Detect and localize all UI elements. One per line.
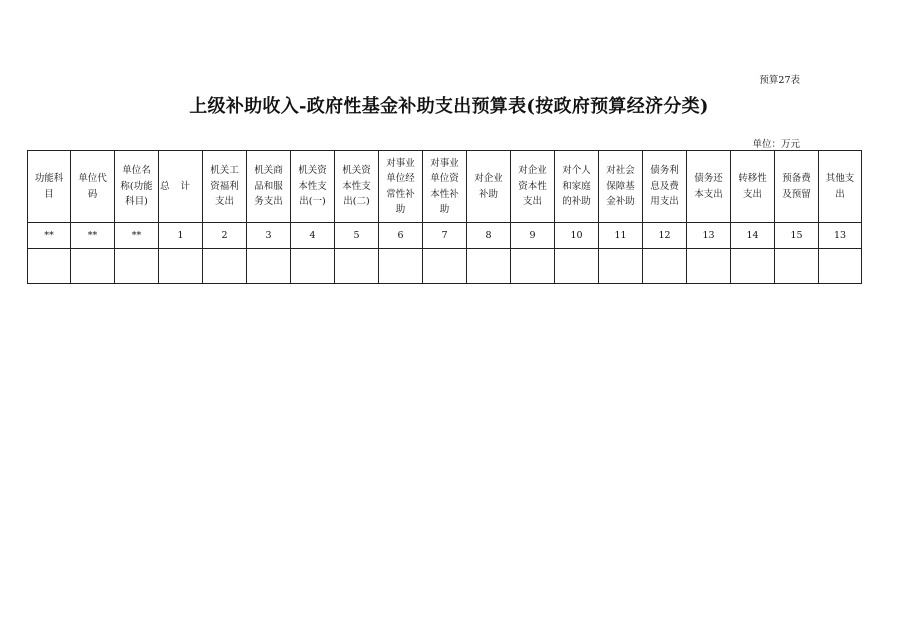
data-cell xyxy=(71,249,115,284)
header-cell-wages-welfare: 机关工资福利支出 xyxy=(203,151,247,223)
data-cell xyxy=(775,249,819,284)
code-row xyxy=(28,223,862,249)
header-cell-other: 其他支出 xyxy=(819,151,862,223)
header-row xyxy=(28,151,862,223)
header-cell-total: 总计 xyxy=(159,151,203,223)
header-cell-social-security: 对社会保障基金补助 xyxy=(599,151,643,223)
code-cell: 10 xyxy=(555,223,599,249)
data-cell xyxy=(467,249,511,284)
form-code: 预算27表 xyxy=(759,75,800,86)
data-cell xyxy=(643,249,687,284)
code-cell: 7 xyxy=(423,223,467,249)
header-cell-goods-services: 机关商品和服务支出 xyxy=(247,151,291,223)
header-cell-transfer: 转移性支出 xyxy=(731,151,775,223)
code-cell: 9 xyxy=(511,223,555,249)
code-cell: ** xyxy=(71,223,115,249)
data-row xyxy=(28,249,862,284)
code-cell: 14 xyxy=(731,223,775,249)
code-cell: 15 xyxy=(775,223,819,249)
header-cell-capital-1: 机关资本性支出(一) xyxy=(291,151,335,223)
header-cell-enterprise-capital: 对企业资本性支出 xyxy=(511,151,555,223)
header-cell-debt-interest: 债务利息及费用支出 xyxy=(643,151,687,223)
data-cell xyxy=(159,249,203,284)
unit-label: 单位：万元 xyxy=(752,139,800,150)
data-cell xyxy=(423,249,467,284)
header-cell-debt-principal: 债务还本支出 xyxy=(687,151,731,223)
data-cell xyxy=(28,249,71,284)
data-cell xyxy=(731,249,775,284)
data-cell xyxy=(203,249,247,284)
header-cell-institution-recurrent: 对事业单位经常性补助 xyxy=(379,151,423,223)
header-cell-function-subject: 功能科目 xyxy=(28,151,71,223)
data-cell xyxy=(511,249,555,284)
header-cell-individual-household: 对个人和家庭的补助 xyxy=(555,151,599,223)
data-cell xyxy=(687,249,731,284)
code-cell: ** xyxy=(28,223,71,249)
code-cell: ** xyxy=(115,223,159,249)
header-cell-enterprise-subsidy: 对企业补助 xyxy=(467,151,511,223)
data-cell xyxy=(379,249,423,284)
data-cell xyxy=(115,249,159,284)
data-cell xyxy=(291,249,335,284)
code-cell: 6 xyxy=(379,223,423,249)
code-cell: 2 xyxy=(203,223,247,249)
page-title: 上级补助收入-政府性基金补助支出预算表(按政府预算经济分类) xyxy=(189,96,709,117)
code-cell: 1 xyxy=(159,223,203,249)
header-cell-unit-name: 单位名称(功能科目) xyxy=(115,151,159,223)
code-cell: 5 xyxy=(335,223,379,249)
data-cell xyxy=(819,249,862,284)
code-cell: 11 xyxy=(599,223,643,249)
header-cell-institution-capital: 对事业单位资本性补助 xyxy=(423,151,467,223)
data-cell xyxy=(555,249,599,284)
data-cell xyxy=(599,249,643,284)
header-cell-reserve: 预备费及预留 xyxy=(775,151,819,223)
code-cell: 4 xyxy=(291,223,335,249)
code-cell: 13 xyxy=(819,223,862,249)
header-cell-capital-2: 机关资本性支出(二) xyxy=(335,151,379,223)
code-cell: 12 xyxy=(643,223,687,249)
budget-table xyxy=(27,150,862,284)
data-cell xyxy=(247,249,291,284)
header-cell-unit-code: 单位代码 xyxy=(71,151,115,223)
data-cell xyxy=(335,249,379,284)
code-cell: 8 xyxy=(467,223,511,249)
code-cell: 13 xyxy=(687,223,731,249)
code-cell: 3 xyxy=(247,223,291,249)
